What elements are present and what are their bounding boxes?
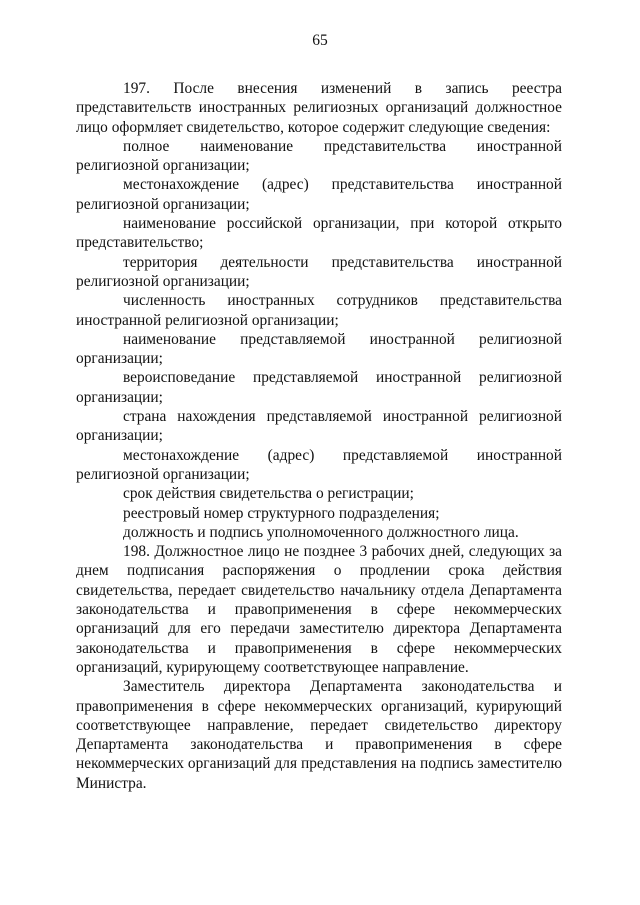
list-item-registry-number: реестровый номер структурного подразделения; [123, 504, 440, 522]
list-item-religion: вероисповедание представляемой иностранной религиозной организации; [76, 369, 562, 406]
list-item-russian-organization: наименование российской организации, при которой открыто представительство; [76, 215, 562, 252]
list-item-territory: территория деятельности представительства иностранной религиозной организации; [76, 253, 562, 290]
list-item-full-name: полное наименование представительства иностранной религиозной организации; [76, 137, 562, 175]
page-number: 65 [312, 32, 328, 49]
list-item-signature: должность и подпись уполномоченного должностного лица. [123, 523, 519, 541]
list-item-validity: срок действия свидетельства о регистрации; [123, 485, 414, 503]
paragraph-197-intro: 197. После внесения изменений в запись реестра представительств иностранных религиозных организаций должностное лицо оформляет свидетельство, которое содержит следующие сведения: [76, 80, 562, 136]
document-body [76, 79, 562, 793]
list-item-represented-name: наименование представляемой иностранной религиозной организации; [76, 330, 562, 368]
list-item-location: местонахождение (адрес) представительства иностранной религиозной организации; [76, 176, 562, 213]
paragraph-198: 198. Должностное лицо не позднее 3 рабочих дней, следующих за днем подписания распоряжения о продлении срока действия свидетельства, передает свидетельство начальнику отдела Департамента законодательства и правоприменения в сфере некоммерческих организаций для его передачи заместителю директора Департамента законодательства и правоприменения в сфере некоммерческих организаций, курирующему соответствующее направление. [76, 543, 562, 676]
list-item-staff-count: численность иностранных сотрудников представительства иностранной религиозной организации; [76, 292, 562, 329]
paragraph-deputy-director: Заместитель директора Департамента законодательства и правоприменения в сфере некоммерческих организаций, курирующий соответствующее направление, передает свидетельство директору Департамента законодательства и правоприменения в сфере некоммерческих организаций для представления на подпись заместителю Министра. [76, 678, 562, 792]
list-item-country: страна нахождения представляемой иностранной религиозной организации; [76, 408, 562, 445]
list-item-represented-location: местонахождение (адрес) представляемой иностранной религиозной организации; [76, 446, 562, 483]
